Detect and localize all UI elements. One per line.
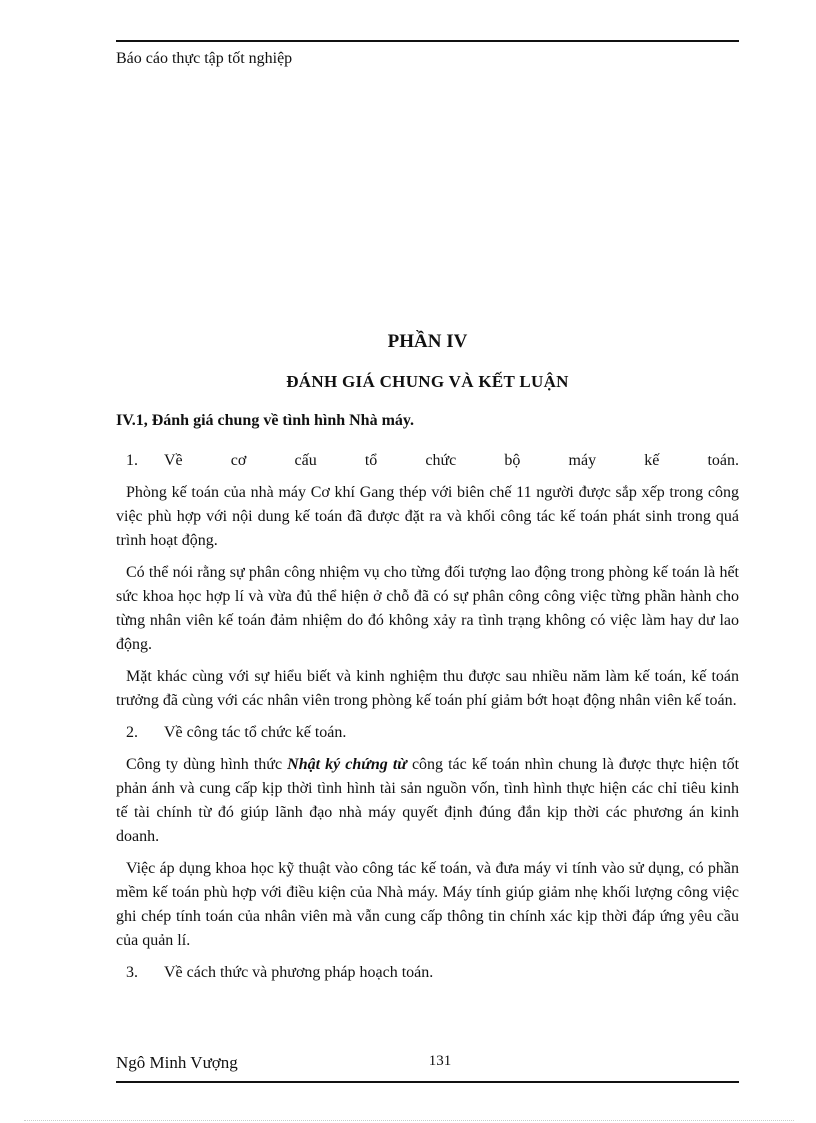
footer-author: Ngô Minh Vượng bbox=[116, 1053, 238, 1072]
part-title: PHẦN IV bbox=[387, 331, 468, 352]
numbered-item-3 bbox=[116, 961, 739, 985]
paragraph-5: Việc áp dụng khoa học kỹ thuật vào công tác kế toán, và đưa máy vi tính vào sử dụng, có phần mềm kế toán phù hợp với điều kiện của Nhà máy. Máy tính giúp giảm nhẹ khối lượng công việc ghi chép tính toán của nhân viên mà vẫn cung cấp thông tin chính xác kịp thời đáp ứng yêu cầu của quản lí. bbox=[116, 860, 739, 949]
chapter-title: ĐÁNH GIÁ CHUNG VÀ KẾT LUẬN bbox=[286, 372, 569, 391]
numbered-item-2 bbox=[116, 721, 739, 745]
paragraph-4-rest: công tác kế toán nhìn chung là được thực hiện tốt phản ánh và cung cấp kịp thời tình hình tài sản nguồn vốn, tình hình thực hiện các chỉ tiêu kinh tế tài chính từ đó giúp lãnh đạo nhà máy quyết định đúng đắn kịp thời các phương án kinh doanh. bbox=[116, 756, 740, 845]
header-rule bbox=[116, 40, 739, 42]
emphasis-term: Nhật ký chứng từ bbox=[287, 756, 407, 773]
item-text: Về công tác tổ chức kế toán. bbox=[164, 724, 347, 741]
document-body bbox=[116, 409, 739, 993]
item-text: Về cách thức và phương pháp hoạch toán. bbox=[164, 964, 434, 981]
paragraph-3: Mặt khác cùng với sự hiểu biết và kinh nghiệm thu được sau nhiều năm làm kế toán, kế toán trưởng đã cùng với các nhân viên trong phòng kế toán phí giảm bớt hoạt động nhân viên kế toán. bbox=[116, 668, 739, 709]
paragraph-2: Có thể nói rằng sự phân công nhiệm vụ cho từng đối tượng lao động trong phòng kế toán là hết sức khoa học hợp lí và vừa đủ thể hiện ở chỗ đã có sự phân công công việc từng phần hành cho từng nhân viên kế toán đảm nhiệm do đó không xảy ra tình trạng không có việc làm hay dư lao động. bbox=[116, 564, 739, 653]
page-edge-divider bbox=[24, 1120, 794, 1121]
paragraph-4 bbox=[116, 753, 739, 849]
footer-rule bbox=[116, 1081, 739, 1083]
item-number: 3. bbox=[126, 964, 138, 981]
item-number: 1. bbox=[126, 452, 138, 469]
paragraph-1: Phòng kế toán của nhà máy Cơ khí Gang thép với biên chế 11 người được sắp xếp trong công việc phù hợp với nội dung kế toán đã được đặt ra và khối công tác kế toán phát sinh trong quá trình hoạt động. bbox=[116, 484, 739, 549]
item-text: Về cơ cấu tổ chức bộ máy kế toán. bbox=[164, 452, 739, 469]
section-heading: IV.1, Đánh giá chung về tình hình Nhà máy. bbox=[116, 412, 415, 429]
paragraph-4-start: Công ty dùng hình thức bbox=[126, 756, 288, 773]
running-header: Báo cáo thực tập tốt nghiệp bbox=[116, 50, 293, 67]
item-number: 2. bbox=[126, 724, 138, 741]
page-number: 131 bbox=[428, 1053, 452, 1069]
numbered-item-1 bbox=[116, 449, 739, 473]
